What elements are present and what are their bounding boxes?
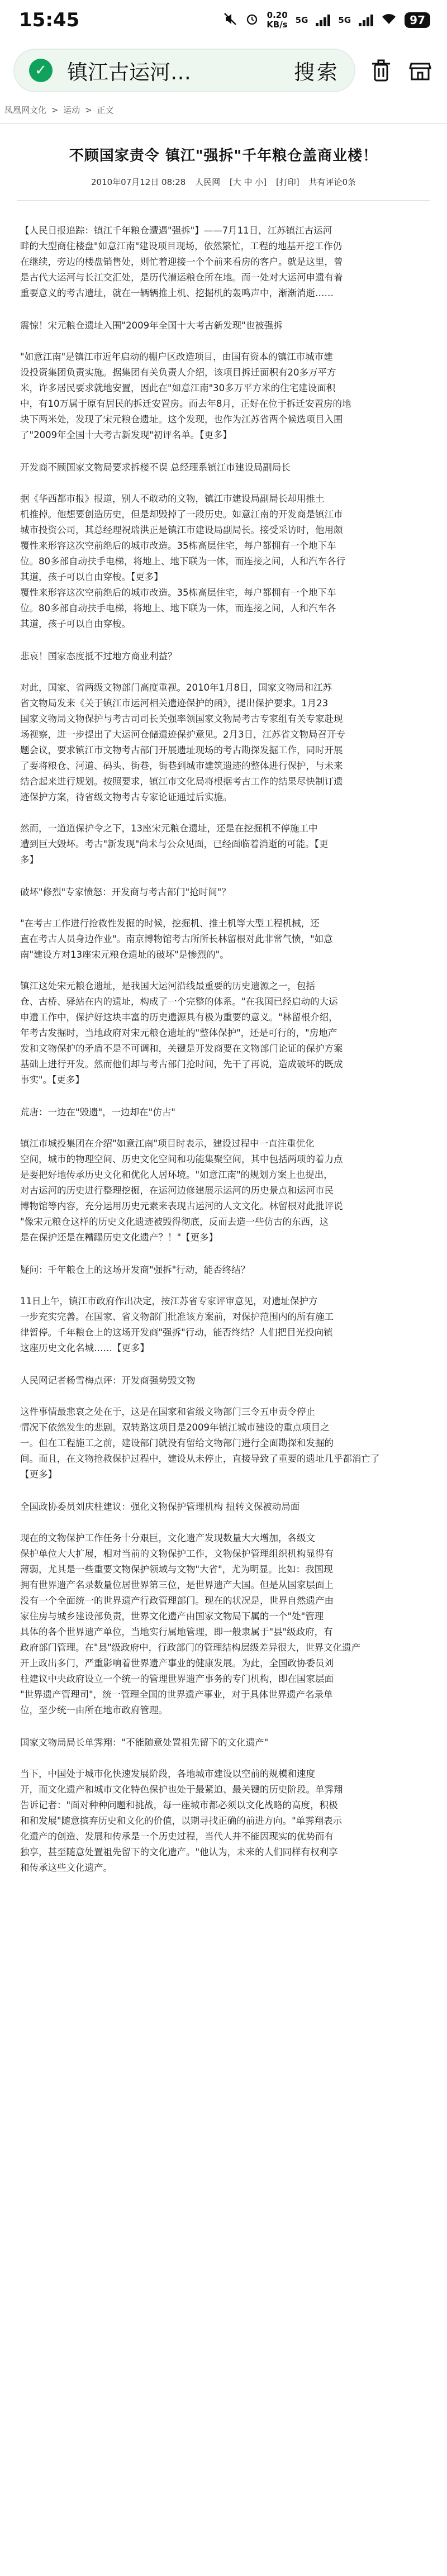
article-line: 城市投资公司，其总经理祝瑞洪正是镇江市建设局副局长。接受采访时，他用颇 <box>20 525 343 535</box>
article-line: 位，至少统一由所在地市政府管理。 <box>20 1705 168 1715</box>
breadcrumb-item[interactable]: 凤凰网文化 <box>4 105 47 115</box>
article-line: 告诉记者："面对种种问题和挑战，每一座城市都必须以文化战略的高度，积极 <box>20 1800 338 1810</box>
article-line: 是要把好地传承历史文化和优化人居环境。"如意江南"的规划方案上也提出， <box>20 1170 333 1180</box>
breadcrumb <box>0 101 447 124</box>
status-time: 15:45 <box>19 9 80 31</box>
article-line: 重要意义的考古遗址，就在一辆辆推土机、挖掘机的轰鸣声中，渐渐消逝…… <box>20 288 334 298</box>
article-line: 然而，一道道保护令之下，13座宋元粮仓遗址，还是在挖掘机不停施工中 <box>20 823 318 834</box>
article-line: 对古运河的历史进行整理挖掘，在运河边修建展示运河的历史景点和运河市民 <box>20 1185 334 1196</box>
article-line: 间。而且，在文物抢救保护过程中，建设从未停止，直接导致了重要的遗址几乎都消亡了 <box>20 1453 380 1464</box>
article-line: 了"2009年全国十大考古新发现"初评名单。【更多】 <box>20 430 232 440</box>
article-line: 南"建设方对13座宋元粮仓遗址的破坏"是惨烈的"。 <box>20 949 229 960</box>
article-line: 是古代大运河与长江交汇处，是历代漕运粮仓所在地。而一处对大运河申遗有着 <box>20 272 343 283</box>
alarm-icon <box>245 12 259 28</box>
article-line: 机推掉。他想要创造历史，但是却毁掉了一段历史。如意江南的开发商是镇江市 <box>20 509 343 520</box>
article-line: 拥有世界遗产名录数量位居世界第三位，是世界遗产大国。但是从国家层面上 <box>20 1580 334 1590</box>
article-subheading: 开发商不顾国家文物局要求拆楼不误 总经理系镇江市建设局副局长 <box>20 462 291 473</box>
signal-strength-2-icon <box>359 14 373 26</box>
status-bar <box>0 0 447 40</box>
search-box[interactable] <box>13 49 355 92</box>
article-line: 位。80多部自动扶手电梯，将地上、地下联为一体，而连接之间，人和汽车各 <box>20 603 336 614</box>
article-line: 米，许多居民要求就地安置，因此在"如意江南"30多万平方米的住宅建设面积 <box>20 383 336 393</box>
article-line: "在考古工作进行抢救性发掘的时候，挖掘机、推土机等大型工程机械，还 <box>20 918 320 929</box>
article-line: 了要将粮仓、河道、码头、街巷，街巷到城市建筑遗迹的整体进行保护，与未来 <box>20 761 343 771</box>
article-line: 当下，中国处于城市化快速发展阶段，各地城市建设以空前的规模和速度 <box>20 1769 315 1779</box>
breadcrumb-separator: > <box>51 105 59 115</box>
search-button[interactable]: 搜索 <box>294 60 340 84</box>
article-line: 其道，孩子可以自由穿梭。【更多】 <box>20 572 163 582</box>
network-speed: 0.20 KB/s <box>267 10 288 30</box>
article-subheading: 悲哀！国家态度抵不过地方商业利益？ <box>20 651 177 662</box>
article-line: 题会议，要求镇江市文物考古部门开展遗址现场的考古勘探发掘工作，同时开展 <box>20 745 343 755</box>
article-line: 发和文物保护的矛盾不是不可调和，关键是开发商要在文物部门论证的保护方案 <box>20 1043 343 1054</box>
search-query[interactable]: 镇江古运河… <box>67 60 191 84</box>
store-icon[interactable] <box>407 57 434 84</box>
breadcrumb-item[interactable]: 运动 <box>63 105 80 115</box>
article-line: 政府部门管理。在"县"级政府中，行政部门的管理结构层级差异很大，世界文化遗产 <box>20 1642 361 1653</box>
article-line: 一。但在工程施工之前，建设部门就没有留给文物部门进行全面勘探和发掘的 <box>20 1438 334 1448</box>
article-line: 和和发展"随意摈弃历史和文化的价值，以期寻找正确的前进方向。"单霁翔表示 <box>20 1815 343 1826</box>
article-line: 仓、古桥、驿站在内的遗址，构成了一个完整的体系。"在我国已经启动的大运 <box>20 996 338 1007</box>
article-line: "像宋元粮仓这样的历史文化遗迹被毁得彻底，反而去造一些仿古的东西，这 <box>20 1216 329 1227</box>
article-line: 现在的文物保护工作任务十分艰巨，文化遗产发现数量大大增加，各级文 <box>20 1533 315 1543</box>
article-line: 直在考古人员身边作业"。南京博物馆考古所所长林留根对此非常气愤，"如意 <box>20 934 333 944</box>
article-line: 镇江市城投集团在介绍"如意江南"项目时表示，建设过程中一直注重优化 <box>20 1138 315 1149</box>
article-line: 博物馆等内容，充分运用历史元素来表现古运河的人文文化。林留根对此批评说 <box>20 1201 343 1211</box>
breadcrumb-item: 正文 <box>97 105 114 115</box>
article-line: 家住房与城乡建设部负责，世界文化遗产由国家文物局下属的一个"处"管理 <box>20 1611 324 1622</box>
article-line: 开上政出多门，严重影响着世界遗产事业的健康发展。为此，全国政协委员刘 <box>20 1658 334 1669</box>
article-line: 11日上午，镇江市政府作出决定，按江苏省专家评审意见，对遗址保护方 <box>20 1296 318 1306</box>
article-line: 结合起来进行规划。按照要求，镇江市文化局将根据考古工作的结果尽快制订遗 <box>20 776 343 787</box>
font-size-control[interactable]: [大 中 小] <box>229 177 267 187</box>
article-line: 这座历史文化名城……【更多】 <box>20 1343 149 1353</box>
article-line: 薄弱，尤其是一些重要文物保护领域与文物"大省"，尤为明显。比如：我国现 <box>20 1564 333 1575</box>
article-line: 覆性来形容这次空前绝后的城市改造。35栋高层住宅，每户都拥有一个地下车 <box>20 587 336 598</box>
article-line: 块下两米处，发现了宋元粮仓遗址。这个发现，也作为江苏省两个候选项目入围 <box>20 414 343 425</box>
article-line: 国家文物局文物保护与考古司司长关强率领国家文物局考古专家组有关专家赴现 <box>20 714 343 724</box>
article-line: 没有一个全面统一的世界遗产行政管理部门。现在的状况是，世界自然遗产由 <box>20 1595 334 1606</box>
article-subheading: 破坏"修烈"专家愤怒：开发商与考古部门"抢时间"？ <box>20 887 231 897</box>
article-line: 迹保护方案，待省级文物考古专家论证通过后实施。 <box>20 792 232 802</box>
article-title: 不顾国家责令 镇江"强拆"千年粮仓盖商业楼！ <box>69 148 378 164</box>
article-line: 【人民日报追踪：镇江千年粮仓遭遇"强拆"】——7月11日，江苏镇江古运河 <box>20 225 332 236</box>
article-line: 年考古发掘时，当地政府对宋元粮仓遗址的"整体保护"，还是可行的，"房地产 <box>20 1028 337 1038</box>
article-date: 2010年07月12日 08:28 <box>91 177 186 187</box>
wifi-icon <box>381 13 397 27</box>
article-line: 覆性来形容这次空前绝后的城市改造。35栋高层住宅，每户都拥有一个地下车 <box>20 540 336 551</box>
browser-search-bar <box>0 40 447 101</box>
article-line: 是在保护还是在糟蹋历史文化遗产？！"【更多】 <box>20 1232 218 1243</box>
article-line: 基础上进行开发。然而他们却与考古部门抢时间，先干了再说，造成破坏的既成 <box>20 1059 343 1070</box>
battery-level: 97 <box>405 12 430 28</box>
status-icons <box>223 11 430 30</box>
article-line: 对此，国家、省两级文物部门高度重视。2010年1月8日，国家文物局和江苏 <box>20 682 332 693</box>
verified-check-icon: ✓ <box>29 59 53 82</box>
article-subheading: 震惊！宋元粮仓遗址入围"2009年全国十大考古新发现"也被强拆 <box>20 320 283 331</box>
article-line: 遭到巨大毁坏。考古"新发现"尚未与公众见面，已经面临着消逝的可能。【更 <box>20 839 329 849</box>
article-line: "如意江南"是镇江市近年启动的棚户区改造项目，由国有资本的镇江市城市建 <box>20 351 333 362</box>
breadcrumb-separator: > <box>84 105 92 115</box>
article-line: 独享，甚至随意处置祖先留下的文化遗产。"他认为，未来的人们同样有权利享 <box>20 1847 338 1857</box>
article-line: 这件事情最悲哀之处在于，这是在国家和省级文物部门三令五申责令停止 <box>20 1406 315 1417</box>
delete-icon[interactable] <box>368 57 394 84</box>
article-line: 空间，城市的物理空间、历史文化空间和功能集聚空间，其中包括两项的着力点 <box>20 1154 343 1165</box>
article-subheading: 人民网记者杨雪梅点评：开发商强势毁文物 <box>20 1375 196 1386</box>
article-subheading: 疑问：千年粮仓上的这场开发商"强拆"行动，能否终结？ <box>20 1265 250 1275</box>
article-line: 在继续，旁边的楼盘销售处，则忙着迎接一个个前来看房的客户。就是这里，曾 <box>20 256 343 267</box>
article-line: 【更多】 <box>20 1469 57 1480</box>
article-line: 事实"。【更多】 <box>20 1075 84 1085</box>
article-line: 多】 <box>20 854 39 865</box>
article-line: 畔的大型商住楼盘"如意江南"建设项目现场，依然繁忙，工程的地基开挖工作仍 <box>20 241 343 251</box>
article-line: 柱建议中央政府设立一个统一的管理世界遗产事务的专门机构，即在国家层面 <box>20 1674 334 1684</box>
article-line: 开，而文化遗产和城市文化特色保护也处于最紧迫、最关键的历史阶段。单霁翔 <box>20 1784 343 1795</box>
print-link[interactable]: [打印] <box>275 177 299 187</box>
article-line: 化遗产的创造、发展和传承是一个历史过程，当代人并不能因现实的优势而有 <box>20 1831 334 1842</box>
article-line: 场视察，进一步提出了大运河仓储遗迹保护意见。2月3日，江苏省文物局召开专 <box>20 729 345 740</box>
network-type-1: 5G <box>295 15 308 25</box>
article-line: 中，有10万属于原有居民的拆迁安置房。而去年8月，正好在位于拆迁安置房的地 <box>20 398 351 409</box>
article-line: 其道，孩子可以自由穿梭。 <box>20 619 131 629</box>
article-body <box>0 201 447 1876</box>
network-type-2: 5G <box>338 15 351 25</box>
article-line: 一步充实完善。在国家、省文物部门批准该方案前，对保护范围内的所有施工 <box>20 1311 334 1322</box>
article-meta <box>0 176 447 188</box>
article-line: 据《华西都市报》报道，别人不敢动的文物，镇江市建设局副局长却用推土 <box>20 493 325 504</box>
article-subheading: 荒唐：一边在"毁遗"，一边却在"仿古" <box>20 1107 175 1118</box>
mute-icon <box>223 12 237 28</box>
article-line: 情况下依然发生的悲剧。双转路这项目是2009年镇江城市建设的重点项目之 <box>20 1422 330 1433</box>
article-line: 和传承这些文化遗产。 <box>20 1862 112 1873</box>
signal-strength-1-icon <box>316 14 330 26</box>
article-line: 申遗工作中，保护好这块丰富的历史遗源具有极为重要的意义。"林留根介绍， <box>20 1012 338 1023</box>
article-line: 设投资集团负责实施。据集团有关负责人介绍，该项目拆迁面积有20多万平方 <box>20 367 336 378</box>
article-subheading: 全国政协委员刘庆柱建议：强化文物保护管理机构 扭转文保被动局面 <box>20 1501 300 1512</box>
article-line: 位。80多部自动扶手电梯，将地上、地下联为一体，而连接之间，人和汽车各行 <box>20 556 345 567</box>
article-line: 保护单位大大扩展，相对当前的文物保护工作，文物保护管理组织机构显得有 <box>20 1548 334 1559</box>
article-source[interactable]: 人民网 <box>195 177 221 187</box>
article-line: 省文物局发来《关于镇江市运河相关遗迹保护的函》，提出保护要求。1月23 <box>20 698 329 709</box>
article-line: "世界遗产管理司"，统一管理全国的世界遗产事业，对于具体世界遗产名录单 <box>20 1689 333 1700</box>
article-line: 律暂停。千年粮仓上的这场开发商"强拆"行动，能否终结？人们把目光投向镇 <box>20 1327 333 1338</box>
article-line: 具体的各个世界遗产单位，当地实行属地管理，即一般隶属于"县"级政府，有 <box>20 1627 333 1637</box>
article-line: 镇江这处宋元粮仓遗址，是我国大运河沿线最重要的历史遗源之一，包括 <box>20 981 315 991</box>
article-page <box>0 101 447 1876</box>
article-subheading: 国家文物局局长单霁翔："不能随意处置祖先留下的文化遗产" <box>20 1737 269 1748</box>
comment-count-link[interactable]: 共有评论0条 <box>308 177 356 187</box>
